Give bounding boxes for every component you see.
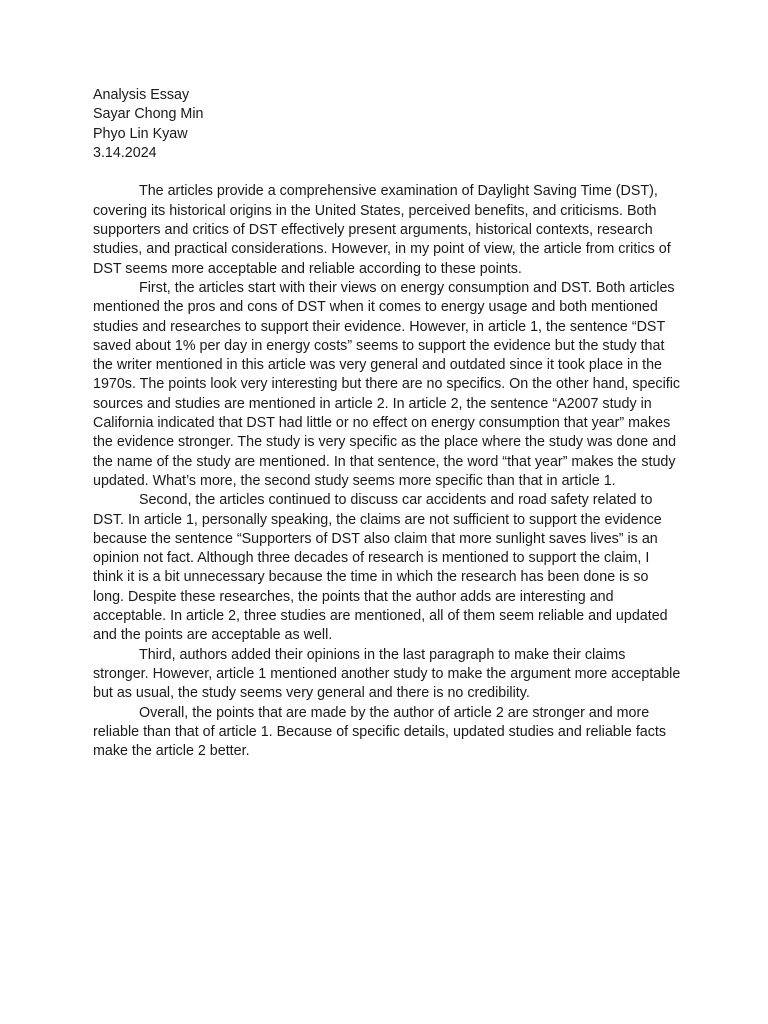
essay-date: 3.14.2024 [93,144,157,161]
essay-title: Analysis Essay [93,87,190,103]
author-name: Phyo Lin Kyaw [93,125,188,142]
paragraph-introduction: The articles provide a comprehensive examination of Daylight Saving Time (DST), covering its historical origins in the United States, perceived benefits, and criticisms. Both supporters and critics of DST effectively present arguments, historical contexts, research studies, and practical considerations. However, in my point of view, the article from critics of DST seems more acceptable and reliable according to these points. [93,183,671,277]
paragraph-opinions: Third, authors added their opinions in the last paragraph to make their claims stronger. However, article 1 mentioned another study to make the argument more acceptable but as usual, the study seems very general and there is no credibility. [93,646,681,702]
essay-page [93,86,683,761]
teacher-name: Sayar Chong Min [93,106,204,123]
paragraph-conclusion: Overall, the points that are made by the author of article 2 are stronger and more reliable than that of article 1. Because of specific details, updated studies and reliable facts make the article 2 better. [93,704,667,760]
header-spacer [93,163,683,182]
paragraph-road-safety: Second, the articles continued to discuss car accidents and road safety related to DST. In article 1, personally speaking, the claims are not sufficient to support the evidence because the sentence “Supporters of DST also claim that more sunlight saves lives” is an opinion not fact. Although three decades of research is mentioned to support the claim, I think it is a bit unnecessary because the time in which the research has been done is so long. Despite these researches, the points that the author adds are interesting and acceptable. In article 2, three studies are mentioned, all of them seem reliable and updated and the points are acceptable as well. [93,492,668,644]
paragraph-energy: First, the articles start with their views on energy consumption and DST. Both articles mentioned the pros and cons of DST when it comes to energy usage and both mentioned studies and researches to support their evidence. However, in article 1, the sentence “DST saved about 1% per day in energy costs” seems to support the evidence but the study that the writer mentioned in this article was very general and outdated since it took place in the 1970s. The points look very interesting but there are no specifics. On the other hand, specific sources and studies are mentioned in article 2. In article 2, the sentence “A2007 study in California indicated that DST had little or no effect on energy consumption that year” makes the evidence stronger. The study is very specific as the place where the study was done and the name of the study are mentioned. In that sentence, the word “that year” makes the study updated. What’s more, the second study seems more specific than that in article 1. [93,279,681,489]
